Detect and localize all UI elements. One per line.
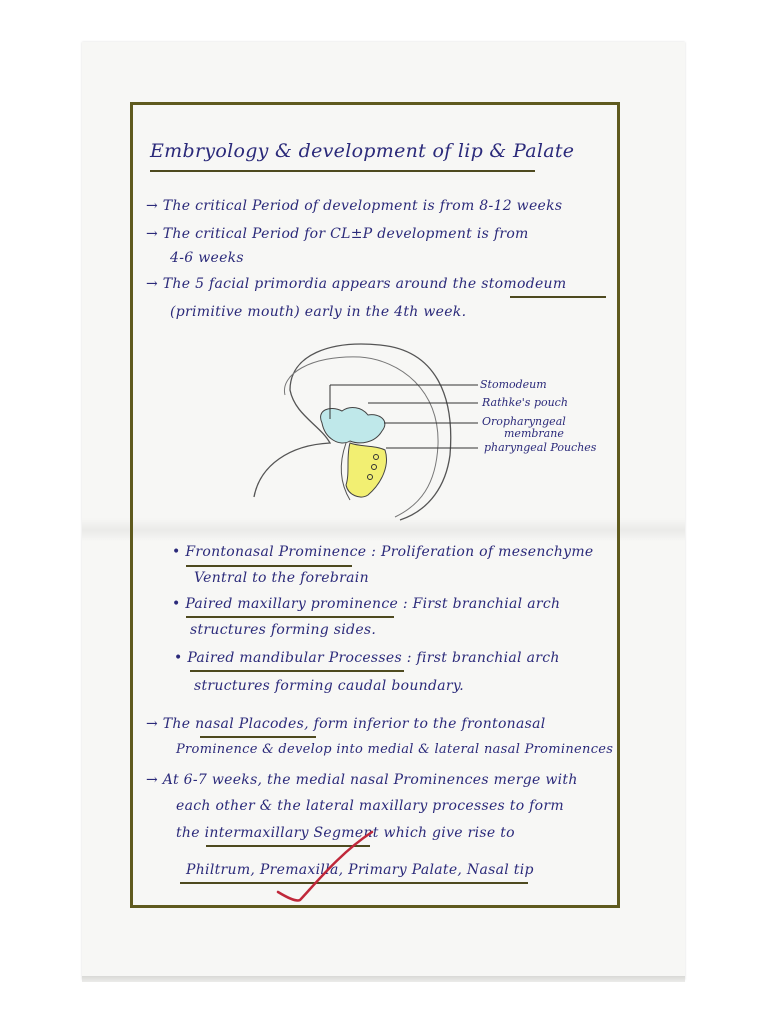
point-1-text: The critical Period of development is from 8-12 weeks bbox=[162, 198, 563, 214]
placodes-line: → The nasal Placodes, form inferior to the frontonasal bbox=[146, 716, 546, 732]
bullet-dot-icon: • bbox=[172, 596, 181, 612]
intermaxillary-term: intermaxillary Segment bbox=[204, 825, 379, 841]
bullet-dot-icon: • bbox=[172, 544, 181, 560]
point-1 bbox=[146, 198, 562, 214]
placodes-underline bbox=[200, 736, 316, 738]
placodes-continuation: Prominence & develop into medial & lateral nasal Prominences bbox=[176, 742, 614, 757]
embryo-diagram bbox=[250, 335, 630, 525]
title-underline bbox=[150, 170, 535, 172]
frontonasal-desc: Proliferation of mesenchyme bbox=[380, 544, 594, 560]
mandibular-underline bbox=[190, 670, 404, 672]
arrow-icon: → bbox=[146, 772, 159, 788]
frontonasal-term: Frontonasal Prominence bbox=[185, 544, 367, 560]
stomodeum-underline bbox=[510, 296, 606, 298]
bullet-frontonasal: • Frontonasal Prominence : Proliferation of mesenchyme bbox=[172, 544, 594, 560]
label-stomodeum: Stomodeum bbox=[480, 378, 547, 391]
note-title: Embryology & development of lip & Palate bbox=[150, 140, 575, 162]
label-membrane: membrane bbox=[504, 427, 564, 440]
placodes-term: nasal Placodes, bbox=[195, 716, 309, 732]
point-3-continuation: (primitive mouth) early in the 4th week. bbox=[170, 304, 467, 320]
result-line: Philtrum, Premaxilla, Primary Palate, Nasal tip bbox=[186, 862, 534, 878]
red-check-mark bbox=[270, 828, 380, 908]
point-3-text: The 5 facial primordia appears around the bbox=[162, 276, 477, 292]
label-rathke: Rathke's pouch bbox=[482, 396, 568, 409]
maxillary-desc: First branchial arch bbox=[412, 596, 561, 612]
merge-line-1: → At 6-7 weeks, the medial nasal Prominences merge with bbox=[146, 772, 578, 788]
mandibular-desc: first branchial arch bbox=[416, 650, 560, 666]
mandibular-term: Paired mandibular Processes bbox=[187, 650, 402, 666]
label-oropharyngeal: Oropharyngeal bbox=[482, 415, 566, 428]
maxillary-underline bbox=[186, 616, 394, 618]
merge-line-3: the intermaxillary Segment which give rise to bbox=[176, 825, 515, 841]
arrow-icon: → bbox=[146, 276, 159, 292]
label-pharyngeal-pouches: pharyngeal Pouches bbox=[484, 441, 597, 454]
mandibular-continuation: structures forming caudal boundary. bbox=[194, 678, 464, 694]
arrow-icon: → bbox=[146, 226, 159, 242]
pharyngeal-region bbox=[346, 443, 386, 497]
maxillary-continuation: structures forming sides. bbox=[190, 622, 377, 638]
bullet-dot-icon: • bbox=[174, 650, 183, 666]
bullet-mandibular: • Paired mandibular Processes : first branchial arch bbox=[174, 650, 560, 666]
frontonasal-continuation: Ventral to the forebrain bbox=[194, 570, 369, 586]
point-3 bbox=[146, 276, 566, 292]
point-2 bbox=[146, 226, 529, 242]
merge-line-2: each other & the lateral maxillary processes to form bbox=[176, 798, 564, 814]
arrow-icon: → bbox=[146, 716, 159, 732]
stomodeum-term: stomodeum bbox=[481, 276, 567, 292]
point-2-continuation: 4-6 weeks bbox=[170, 250, 244, 266]
point-2-text: The critical Period for CL±P development is from bbox=[162, 226, 529, 242]
page-bottom-edge bbox=[82, 976, 685, 982]
bullet-maxillary: • Paired maxillary prominence : First branchial arch bbox=[172, 596, 561, 612]
frontonasal-underline bbox=[186, 565, 352, 567]
arrow-icon: → bbox=[146, 198, 159, 214]
maxillary-term: Paired maxillary prominence bbox=[185, 596, 399, 612]
